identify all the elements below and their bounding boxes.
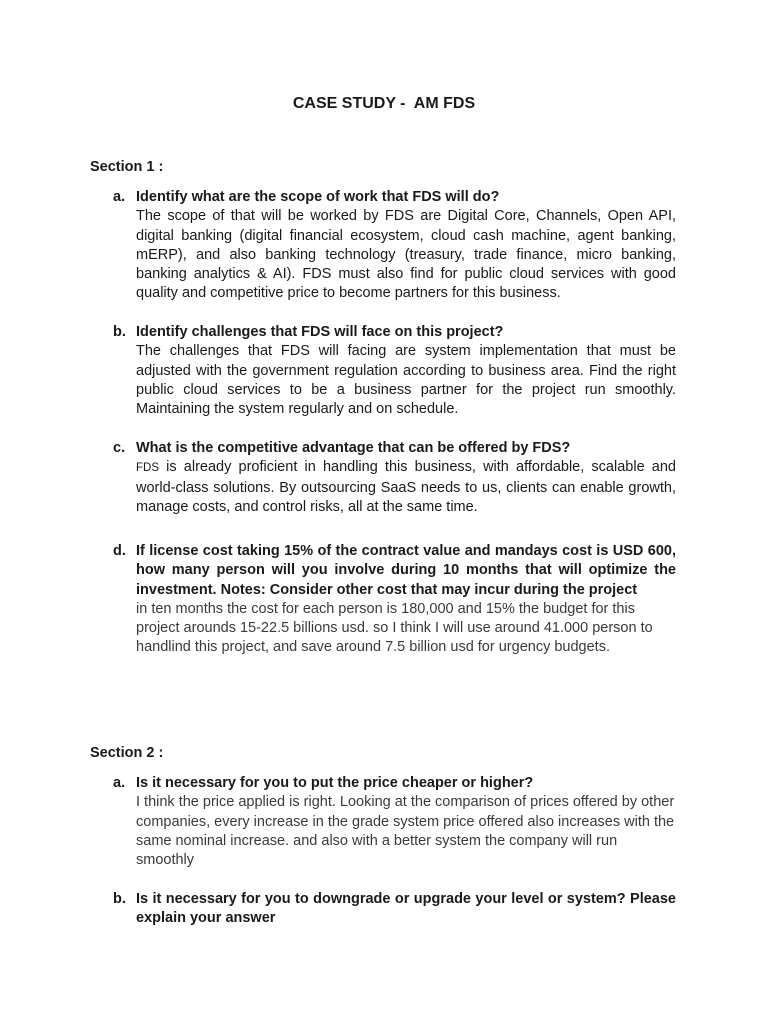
question-text: Is it necessary for you to downgrade or upgrade your level or system? Please explain your answer — [136, 891, 676, 927]
section-2-item-a — [113, 774, 676, 870]
section-1-item-d — [113, 542, 676, 658]
section-1-item-c — [113, 439, 676, 517]
answer-text: in ten months the cost for each person is 180,000 and 15% the budget for this project arounds 15-22.5 billions usd. so I think I will use around 41.000 person to handlind this project, and save around 7.5 billion usd for urgency budgets. — [136, 600, 653, 656]
item-marker: a. — [113, 189, 126, 205]
answer-body: is already proficient in handling this business, with affordable, scalable and world-class solutions. By outsourcing SaaS needs to us, clients can enable growth, manage costs, and control risks, all at the same time. — [136, 459, 676, 515]
question-text: Identify challenges that FDS will face on this project? — [136, 324, 504, 340]
item-marker: b. — [113, 324, 126, 340]
question-text: If license cost taking 15% of the contract value and mandays cost is USD 600, how many person will you involve during 10 months that will optimize the investment. Notes: Consider other cost that may incur during the project — [136, 543, 676, 598]
section-1-item-b — [113, 323, 676, 419]
item-marker: c. — [113, 440, 126, 456]
question-text: Is it necessary for you to put the price cheaper or higher? — [136, 775, 534, 791]
question-text: What is the competitive advantage that can be offered by FDS? — [136, 440, 571, 456]
section-2-item-b — [113, 890, 676, 929]
question-text: Identify what are the scope of work that FDS will do? — [136, 189, 500, 205]
document-title: CASE STUDY - AM FDS — [292, 95, 476, 112]
answer-prefix: FDS — [136, 462, 159, 475]
answer-text: The scope of that will be worked by FDS are Digital Core, Channels, Open API, digital banking (digital financial ecosystem, cloud cash machine, agent banking, mERP), and also banking technology (treasury, trade finance, micro banking, banking analytics & AI). FDS must also find for public cloud services with good quality and competitive price to become partners for this business. — [136, 208, 676, 302]
answer-text — [136, 458, 676, 517]
answer-text: I think the price applied is right. Looking at the comparison of prices offered by other companies, every increase in the grade system price offered also increases with the same nominal increase. and also with a better system the company will run smoothly — [136, 794, 675, 869]
item-marker: a. — [113, 775, 126, 791]
item-marker: b. — [113, 891, 126, 907]
section-1-item-a — [113, 188, 676, 304]
answer-text: The challenges that FDS will facing are system implementation that must be adjusted with the government regulation according to business area. Find the right public cloud services to be a business partner for the project run smoothly. Maintaining the system regularly and on schedule. — [136, 343, 676, 418]
section-2-heading: Section 2 : — [90, 745, 164, 761]
item-marker: d. — [113, 543, 126, 559]
section-1-heading: Section 1 : — [90, 159, 164, 175]
